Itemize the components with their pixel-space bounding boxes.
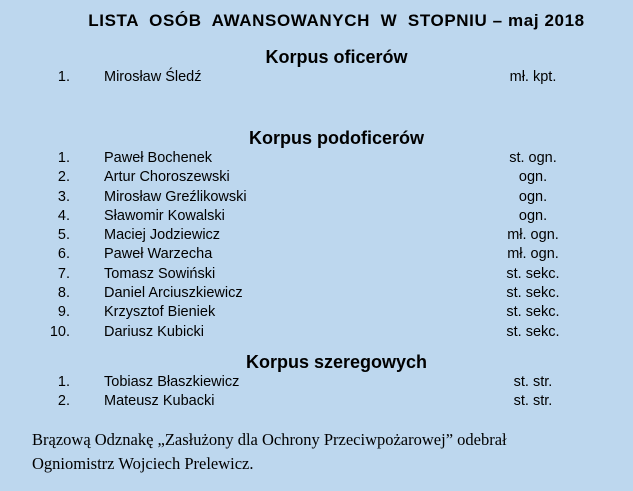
section-heading-officers: Korpus oficerów: [265, 47, 408, 67]
person-name: Tomasz Sowiński: [104, 265, 216, 282]
nco-list: [0, 149, 633, 342]
list-item: [0, 303, 633, 322]
item-number: 1.: [57, 374, 70, 390]
person-rank: st. str.: [513, 374, 553, 390]
page-title: LISTA OSÓB AWANSOWANYCH W STOPNIU – maj 2018: [88, 11, 585, 30]
item-number: 2.: [57, 169, 70, 186]
person-name: Mateusz Kubacki: [104, 393, 215, 410]
item-number: 4.: [57, 207, 70, 224]
person-name: Mirosław Greźlikowski: [104, 188, 247, 205]
item-number: 6.: [57, 246, 70, 263]
person-name: Krzysztof Bieniek: [104, 304, 216, 321]
list-item: [0, 168, 633, 187]
list-item: [0, 373, 633, 392]
person-rank: st. sekc.: [506, 323, 560, 340]
item-number: 5.: [57, 227, 70, 244]
item-number: 2.: [57, 393, 70, 410]
item-number: 10.: [49, 323, 70, 340]
person-rank: st. sekc.: [506, 285, 560, 302]
section-heading-nco: Korpus podoficerów: [249, 128, 424, 148]
list-item: [0, 68, 633, 87]
item-number: 3.: [57, 188, 70, 205]
award-note: [32, 428, 612, 476]
person-name: Artur Choroszewski: [104, 169, 230, 186]
person-name: Paweł Bochenek: [104, 150, 213, 166]
person-name: Paweł Warzecha: [104, 246, 213, 263]
person-rank: mł. ogn.: [507, 227, 559, 244]
officers-list: [0, 68, 633, 87]
person-name: Tobiasz Błaszkiewicz: [104, 374, 240, 390]
list-item: [0, 323, 633, 342]
person-rank: st. ogn.: [509, 150, 557, 166]
list-item: [0, 226, 633, 245]
person-rank: st. str.: [513, 393, 553, 410]
person-rank: ogn.: [518, 169, 548, 186]
item-number: 1.: [57, 150, 70, 166]
item-number: 1.: [57, 69, 70, 85]
list-item: [0, 392, 633, 411]
person-rank: mł. kpt.: [509, 69, 557, 85]
person-name: Dariusz Kubicki: [104, 323, 204, 340]
person-name: Sławomir Kowalski: [104, 207, 225, 224]
section-heading-privates: Korpus szeregowych: [245, 352, 428, 372]
list-item: [0, 207, 633, 226]
person-name: Daniel Arciuszkiewicz: [104, 285, 243, 302]
person-rank: mł. ogn.: [507, 246, 559, 263]
award-note-line-2: Ogniomistrz Wojciech Prelewicz.: [32, 454, 254, 473]
person-rank: st. sekc.: [506, 304, 560, 321]
item-number: 9.: [57, 304, 70, 321]
list-item: [0, 284, 633, 303]
person-name: Maciej Jodziewicz: [104, 227, 221, 244]
person-rank: st. sekc.: [506, 265, 560, 282]
item-number: 7.: [57, 265, 70, 282]
privates-list: [0, 373, 633, 412]
list-item: [0, 149, 633, 168]
list-item: [0, 245, 633, 264]
person-rank: ogn.: [518, 188, 548, 205]
list-item: [0, 265, 633, 284]
list-item: [0, 188, 633, 207]
person-name: Mirosław Śledź: [104, 69, 202, 85]
person-rank: ogn.: [518, 207, 548, 224]
award-note-line-1: Brązową Odznakę „Zasłużony dla Ochrony Przeciwpożarowej” odebrał: [32, 430, 507, 449]
item-number: 8.: [57, 285, 70, 302]
